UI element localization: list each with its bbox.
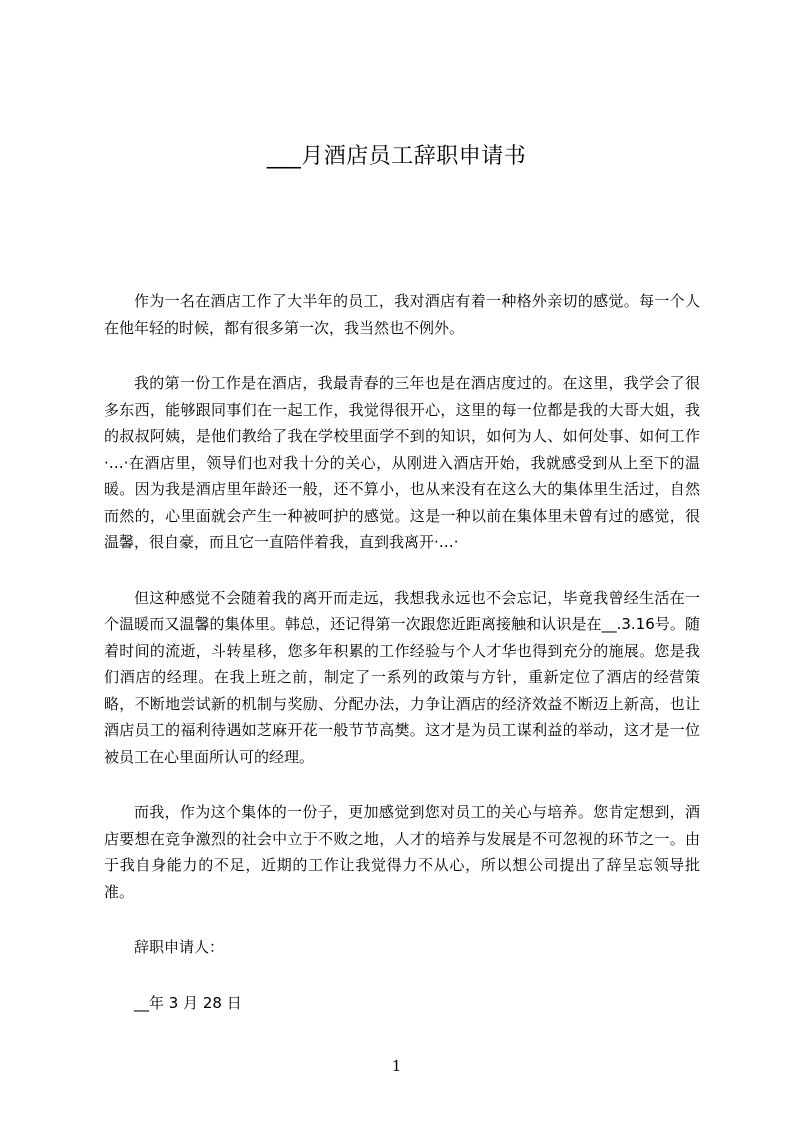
paragraph-manager: 但这种感觉不会随着我的离开而走远，我想我永远也不会忘记，毕竟我曾经生活在一个温暖而又温馨的集体里。韩总，还记得第一次跟您近距离接触和认识是在__.3.16号。随着时间的流逝，斗转星移，您多年积累的工作经验与个人才华也得到充分的施展。您是我们酒店的经理。在我上班之前，制定了一系列的政策与方针，重新定位了酒店的经营策略，不断地尝试新的机制与奖励、分配办法，力争让酒店的经济效益不断迈上新高，也让酒店员工的福利待遇如芝麻开花一般节节高樊。这才是为员工谋利益的举动，这才是一位被员工在心里面所认可的经理。 [104,588,700,766]
document-body [104,288,700,1045]
paragraph-intro: 作为一名在酒店工作了大半年的员工，我对酒店有着一种格外亲切的感觉。每一个人在他年轻的时候，都有很多第一次，我当然也不例外。 [104,292,700,337]
applicant-signature-line: 辞职申请人： [134,938,225,956]
paragraph-resignation-reason: 而我，作为这个集体的一份子，更加感觉到您对员工的关心与培养。您肯定想到，酒店要想在竞争激烈的社会中立于不败之地，人才的培养与发展是不可忽视的环节之一。由于我自身能力的不足，近期的工作让我觉得力不从心，所以想公司提出了辞呈忘领导批准。 [104,803,700,901]
date-line: __年 3 月 28 日 [134,993,242,1012]
document-title: ___月酒店员工辞职申请书 [266,144,527,169]
page-number: 1 [391,1057,402,1075]
paragraph-first-job: 我的第一份工作是在酒店，我最青春的三年也是在酒店度过的。在这里，我学会了很多东西，能够跟同事们在一起工作，我觉得很开心，这里的每一位都是我的大哥大姐，我的叔叔阿姨，是他们教给了我在学校里面学不到的知识，如何为人、如何处事、如何工作·…·在酒店里，领导们也对我十分的关心，从刚进入酒店开始，我就感受到从上至下的温暖。因为我是酒店里年龄还一般，还不算小，也从来没有在这么大的集体里生活过，自然而然的，心里面就会产生一种被呵护的感觉。这是一种以前在集体里未曾有过的感觉，很温馨，很自豪，而且它一直陪伴着我，直到我离开·…· [104,374,700,551]
